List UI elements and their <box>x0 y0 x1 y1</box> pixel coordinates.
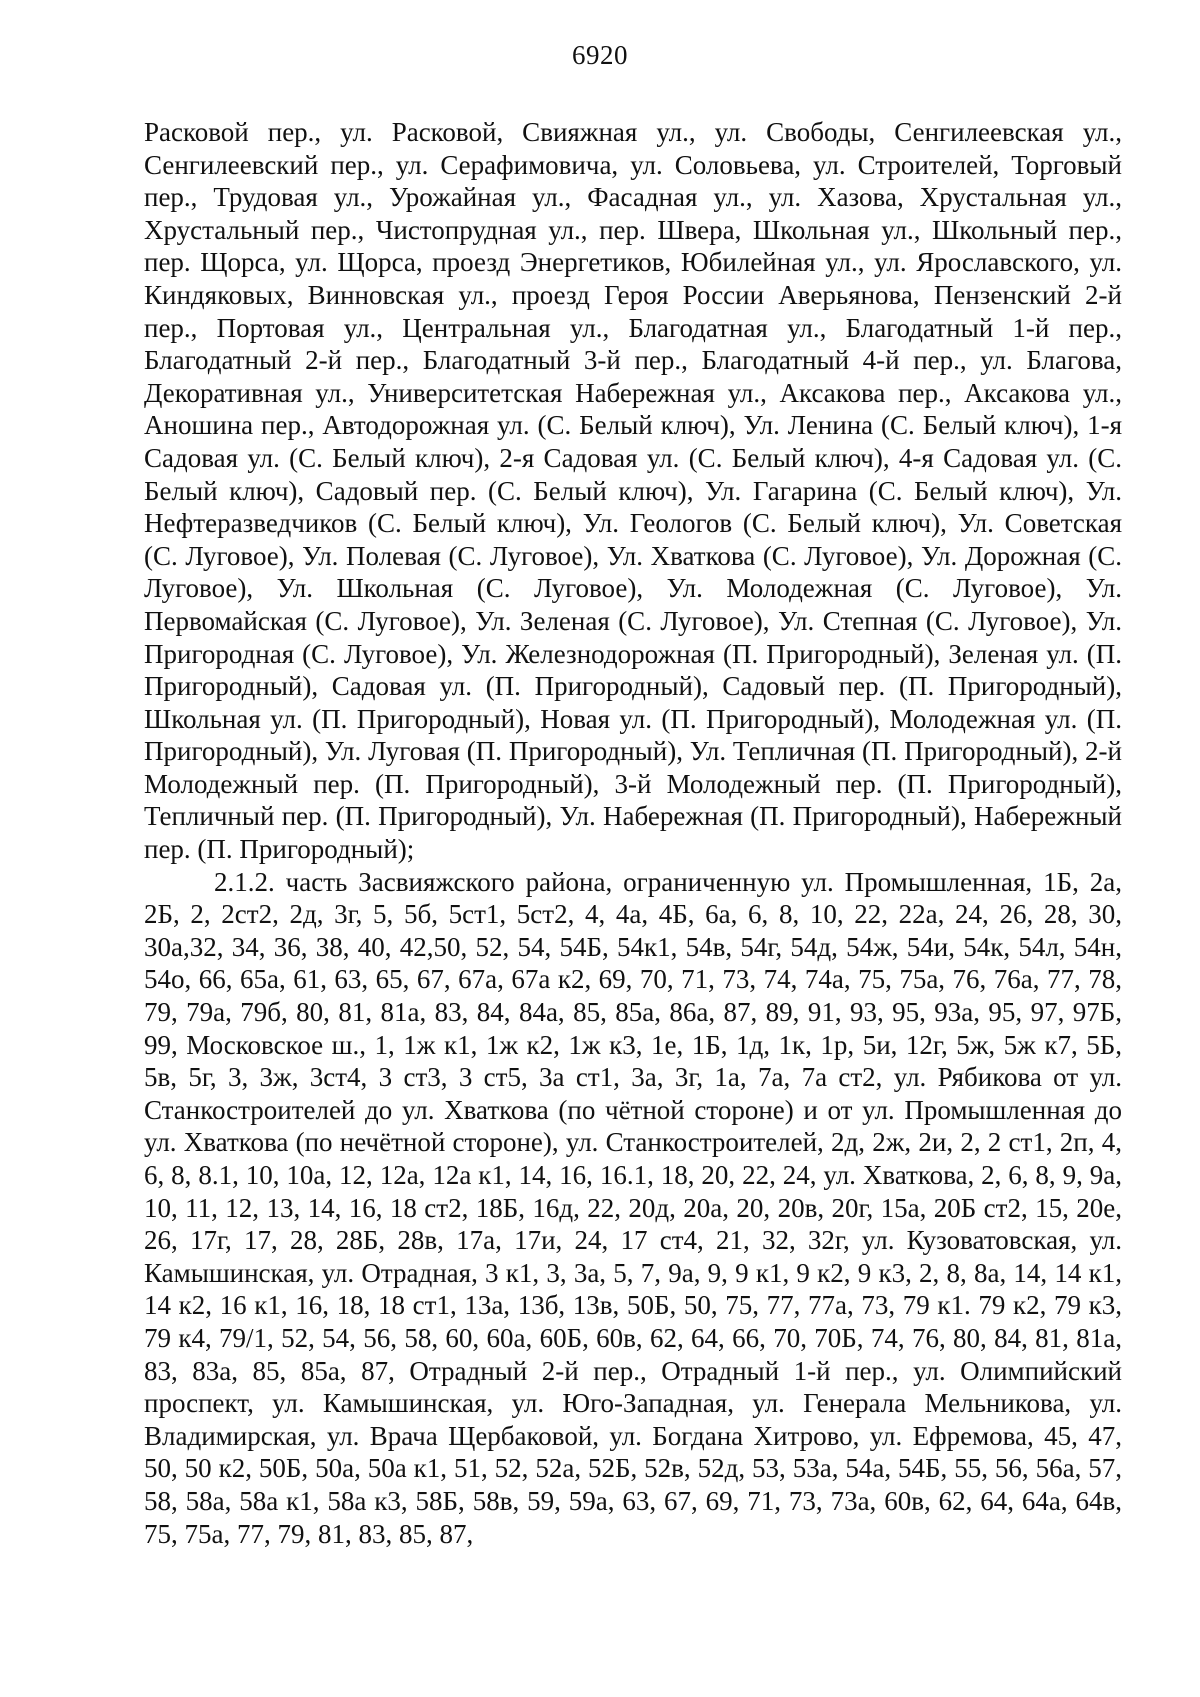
page-number: 6920 <box>572 40 628 70</box>
paragraph-section-2-1-2: 2.1.2. часть Засвияжского района, ограниченную ул. Промышленная, 1Б, 2а, 2Б, 2, 2ст2, 2д, 3г, 5, 5б, 5ст1, 5ст2, 4, 4а, 4Б, 6а, 6, 8, 10, 22, 22а, 24, 26, 28, 30, 30а,32, 34, 36, 38, 40, 42,50, 52, 54, 54Б, 54к1, 54в, 54г, 54д, 54ж, 54и, 54к, 54л, 54н, 54о, 66, 65а, 61, 63, 65, 67, 67а, 67а к2, 69, 70, 71, 73, 74, 74а, 75, 75а, 76, 76а, 77, 78, 79, 79а, 79б, 80, 81, 81а, 83, 84, 84а, 85, 85а, 86а, 87, 89, 91, 93, 95, 93а, 95, 97, 97Б, 99, Московское ш., 1, 1ж к1, 1ж к2, 1ж к3, 1е, 1Б, 1д, 1к, 1р, 5и, 12г, 5ж, 5ж к7, 5Б, 5в, 5г, 3, 3ж, 3ст4, 3 ст3, 3 ст5, 3а ст1, 3а, 3г, 1а, 7а, 7а ст2, ул. Рябикова от ул. Станкостроителей до ул. Хваткова (по чётной стороне) и от ул. Промышленная до ул. Хваткова (по нечётной стороне), ул. Станкостроителей, 2д, 2ж, 2и, 2, 2 ст1, 2п, 4, 6, 8, 8.1, 10, 10а, 12, 12а, 12а к1, 14, 16, 16.1, 18, 20, 22, 24, ул. Хваткова, 2, 6, 8, 9, 9а, 10, 11, 12, 13, 14, 16, 18 ст2, 18Б, 16д, 22, 20д, 20а, 20, 20в, 20г, 15а, 20Б ст2, 15, 20е, 26, 17г, 17, 28, 28Б, 28в, 17а, 17и, 24, 17 ст4, 21, 32, 32г, ул. Кузоватовская, ул. Камышинская, ул. Отрадная, 3 к1, 3, 3а, 5, 7, 9а, 9, 9 к1, 9 к2, 9 к3, 2, 8, 8а, 14, 14 к1, 14 к2, 16 к1, 16, 18, 18 ст1, 13а, 13б, 13в, 50Б, 50, 75, 77, 77а, 73, 79 к1. 79 к2, 79 к3, 79 к4, 79/1, 52, 54, 56, 58, 60, 60а, 60Б, 60в, 62, 64, 66, 70, 70Б, 74, 76, 80, 84, 81, 81а, 83, 83а, 85, 85а, 87, Отрадный 2-й пер., Отрадный 1-й пер., ул. Олимпийский проспект, ул. Камышинская, ул. Юго-Западная, ул. Генерала Мельникова, ул. Владимирская, ул. Врача Щербаковой, ул. Богдана Хитрово, ул. Ефремова, 45, 47, 50, 50 к2, 50Б, 50а, 50а к1, 51, 52, 52а, 52Б, 52в, 52д, 53, 53а, 54а, 54Б, 55, 56, 56а, 57, 58, 58а, 58а к1, 58а к3, 58Б, 58в, 59, 59а, 63, 67, 69, 71, 73, 73а, 60в, 62, 64, 64а, 64в, 75, 75а, 77, 79, 81, 83, 85, 87, <box>144 866 1122 1549</box>
paragraph-street-list: Расковой пер., ул. Расковой, Свияжная ул., ул. Свободы, Сенгилеевская ул., Сенгилеевский пер., ул. Серафимовича, ул. Соловьева, ул. Строителей, Торговый пер., Трудовая ул., Урожайная ул., Фасадная ул., ул. Хазова, Хрустальная ул., Хрустальный пер., Чистопрудная ул., пер. Швера, Школьная ул., Школьный пер., пер. Щорса, ул. Щорса, проезд Энергетиков, Юбилейная ул., ул. Ярославского, ул. Киндяковых, Винновская ул., проезд Героя России Аверьянова, Пензенский 2-й пер., Портовая ул., Центральная ул., Благодатная ул., Благодатный 1-й пер., Благодатный 2-й пер., Благодатный 3-й пер., Благодатный 4-й пер., ул. Благова, Декоративная ул., Университетская Набережная ул., Аксакова пер., Аксакова ул., Аношина пер., Автодорожная ул. (С. Белый ключ), Ул. Ленина (С. Белый ключ), 1-я Садовая ул. (С. Белый ключ), 2-я Садовая ул. (С. Белый ключ), 4-я Садовая ул. (С. Белый ключ), Садовый пер. (С. Белый ключ), Ул. Гагарина (С. Белый ключ), Ул. Нефтеразведчиков (С. Белый ключ), Ул. Геологов (С. Белый ключ), Ул. Советская (С. Луговое), Ул. Полевая (С. Луговое), Ул. Хваткова (С. Луговое), Ул. Дорожная (С. Луговое), Ул. Школьная (С. Луговое), Ул. Молодежная (С. Луговое), Ул. Первомайская (С. Луговое), Ул. Зеленая (С. Луговое), Ул. Степная (С. Луговое), Ул. Пригородная (С. Луговое), Ул. Железнодорожная (П. Пригородный), Зеленая ул. (П. Пригородный), Садовая ул. (П. Пригородный), Садовый пер. (П. Пригородный), Школьная ул. (П. Пригородный), Новая ул. (П. Пригородный), Молодежная ул. (П. Пригородный), Ул. Луговая (П. Пригородный), Ул. Тепличная (П. Пригородный), 2-й Молодежный пер. (П. Пригородный), 3-й Молодежный пер. (П. Пригородный), Тепличный пер. (П. Пригородный), Ул. Набережная (П. Пригородный), Набережный пер. (П. Пригородный); <box>144 117 1122 865</box>
document-body <box>144 116 1122 1550</box>
